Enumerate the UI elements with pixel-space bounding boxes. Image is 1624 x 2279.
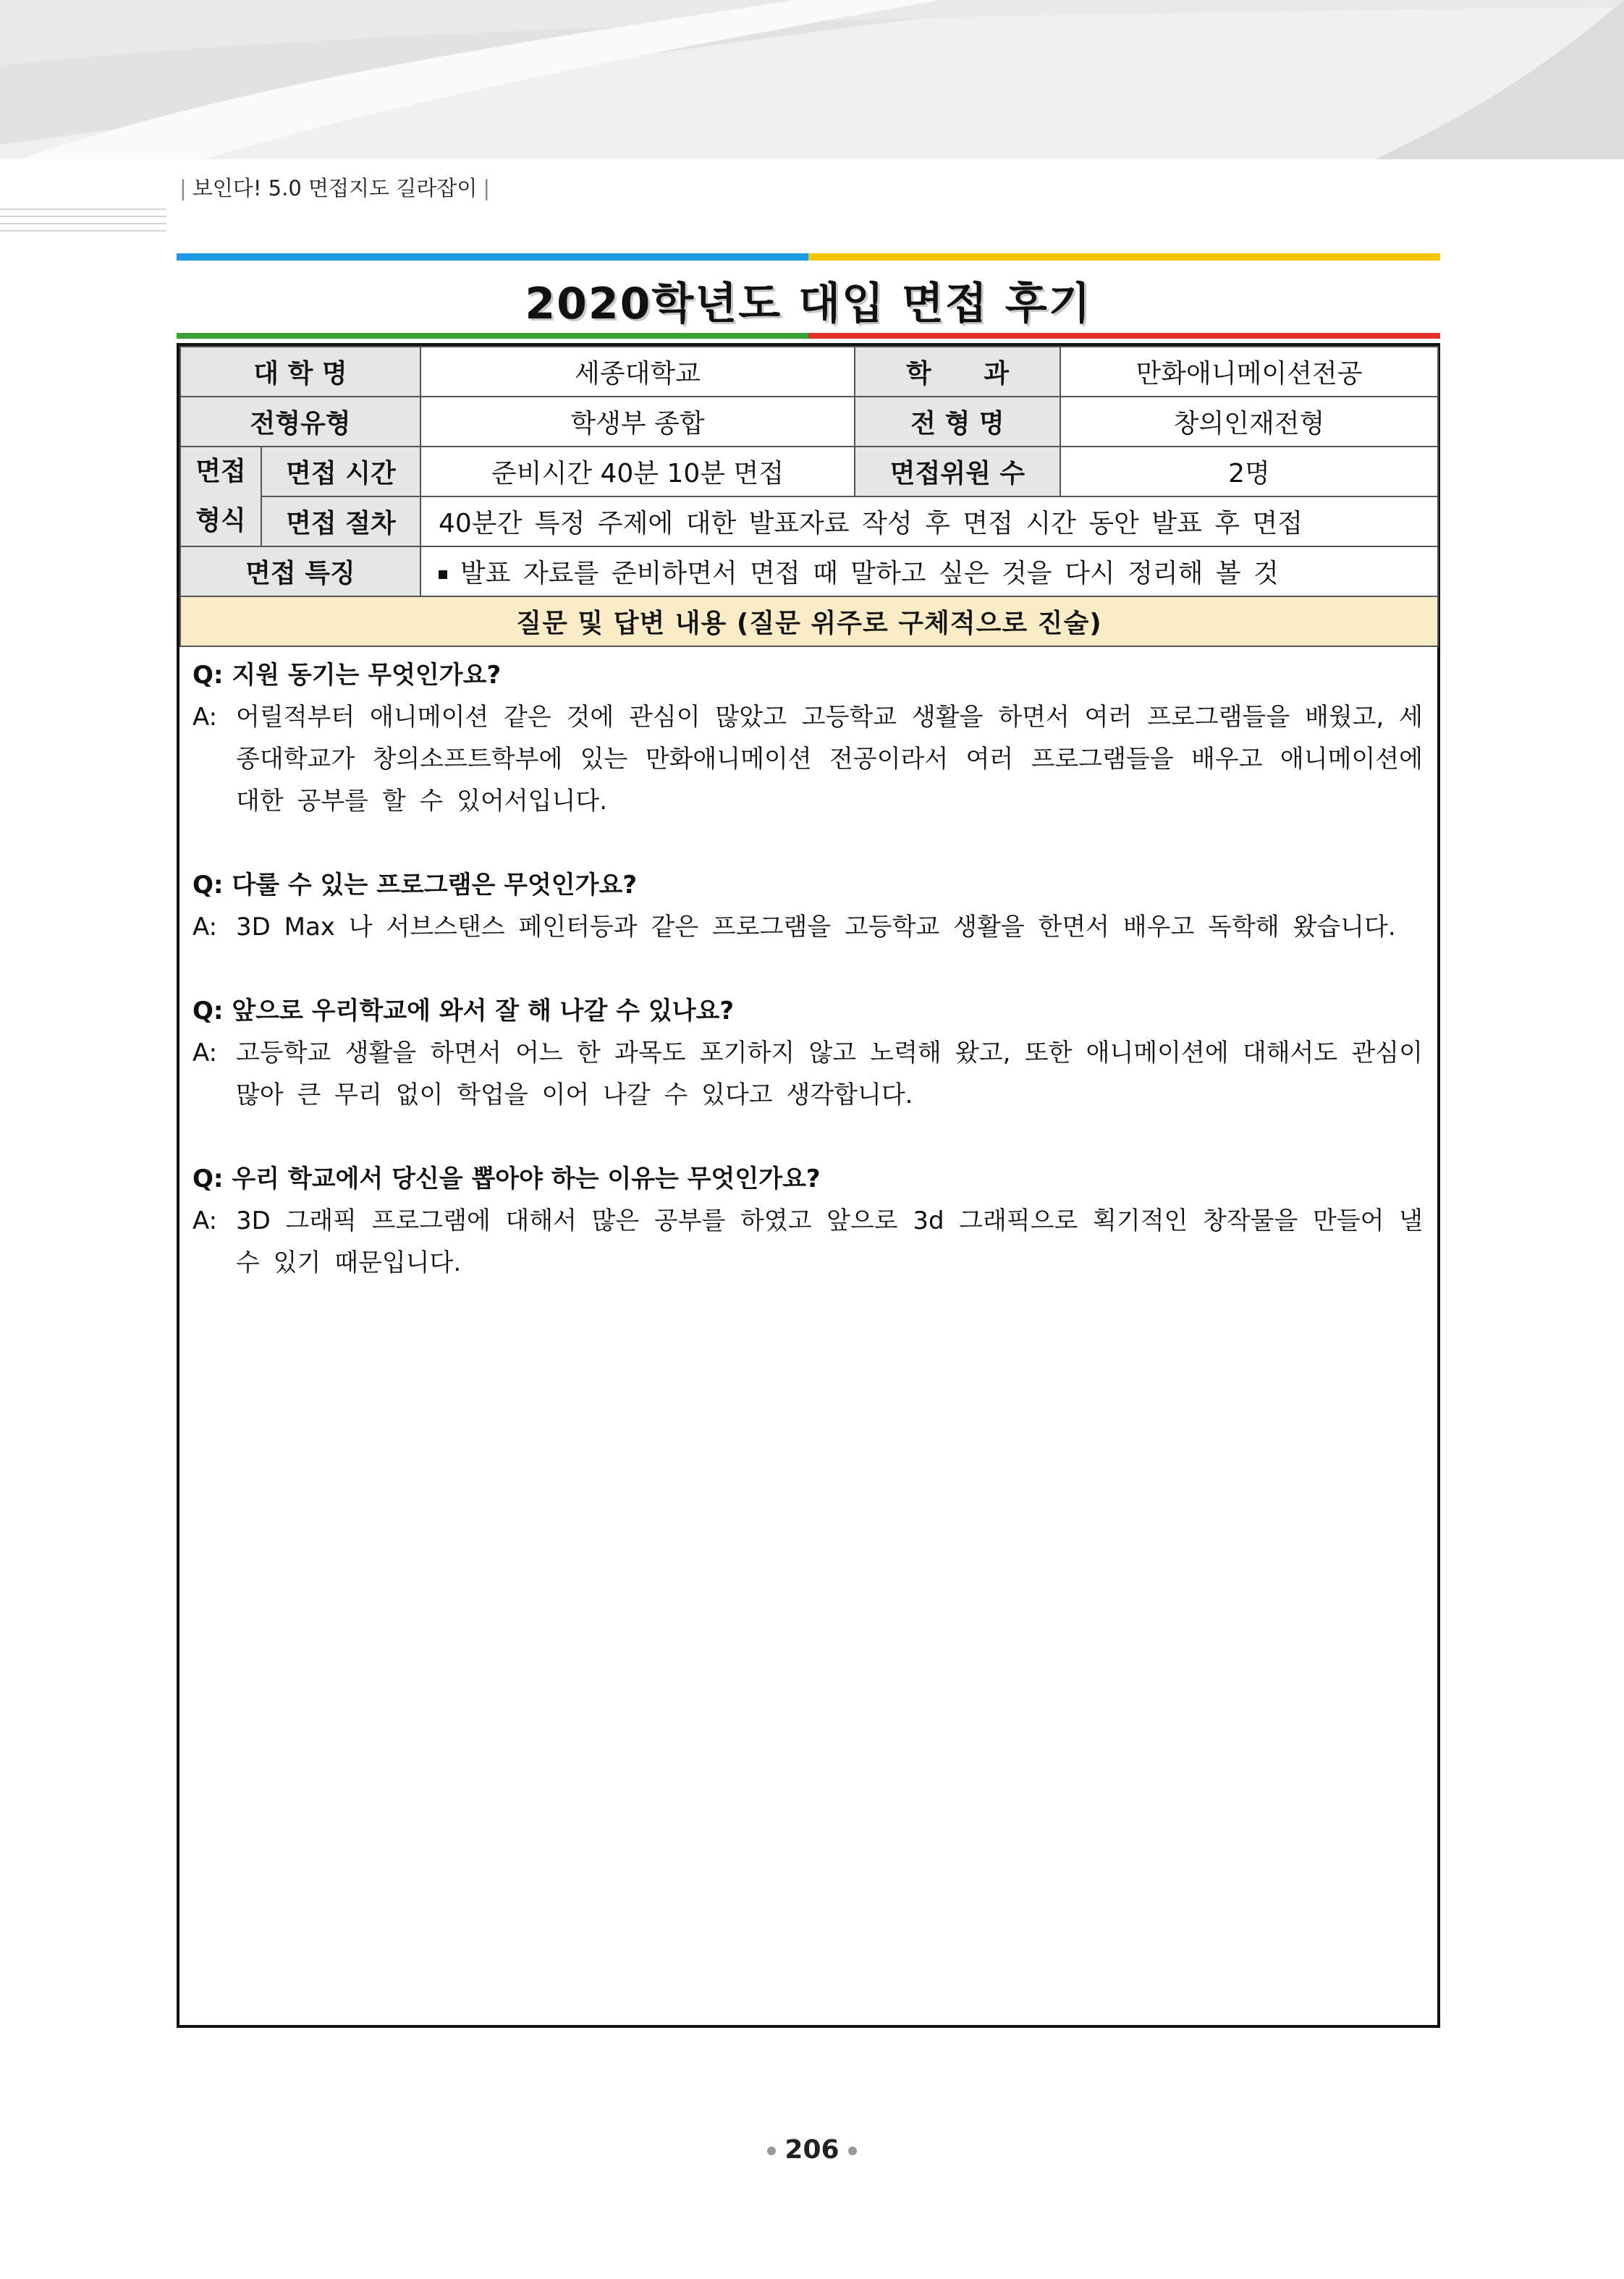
univ-value: 세종대학교 <box>420 347 855 397</box>
answer <box>193 696 1423 822</box>
time-label: 면접 시간 <box>261 447 420 496</box>
page-number <box>0 2135 1624 2165</box>
header-decoration <box>0 0 1624 166</box>
answer-text: 고등학교 생활을 하면서 어느 한 과목도 포기하지 않고 노력해 왔고, 또한 애니메이션에 대해서도 관심이 많아 큰 무리 없이 학업을 이어 나갈 수 있다고 생각합니다. <box>236 1039 1423 1109</box>
feature-cell <box>420 546 1438 596</box>
dept-label: 학 과 <box>855 347 1060 397</box>
name-value: 창의인재전형 <box>1060 397 1438 447</box>
qa-item <box>193 1158 1423 1284</box>
type-label: 전형유형 <box>180 397 420 447</box>
top-color-stripe <box>177 253 1440 261</box>
qa-item <box>193 990 1423 1116</box>
page-title: 2020학년도 대입 면접 후기 <box>525 279 1092 329</box>
panel-label: 면접위원 수 <box>855 447 1060 496</box>
answer-prefix: A: <box>193 1039 218 1067</box>
feature-label: 면접 특징 <box>180 546 420 596</box>
dot-icon <box>848 2147 857 2155</box>
panel-value: 2명 <box>1060 447 1438 496</box>
running-header: | 보인다! 5.0 면접지도 길라잡이 | <box>179 176 491 200</box>
type-value: 학생부 종합 <box>420 397 855 447</box>
time-value: 준비시간 40분 10분 면접 <box>420 447 855 496</box>
answer-text: 어릴적부터 애니메이션 같은 것에 관심이 많았고 고등학교 생활을 하면서 여러 프로그램들을 배웠고, 세종대학교가 창의소프트학부에 있는 만화애니메이션 전공이라서 여러 프로그램들을 배우고 애니메이션에 대한 공부를 할 수 있어서입니다. <box>236 703 1423 816</box>
answer-prefix: A: <box>193 1206 218 1235</box>
interview-form <box>177 343 1440 2028</box>
univ-label: 대 학 명 <box>180 347 420 397</box>
name-label: 전 형 명 <box>855 397 1060 447</box>
question: Q: 앞으로 우리학교에 와서 잘 해 나갈 수 있나요? <box>193 997 735 1026</box>
question: Q: 다룰 수 있는 프로그램은 무엇인가요? <box>193 871 638 900</box>
page-number-text: 206 <box>784 2135 840 2165</box>
dept-value: 만화애니메이션전공 <box>1060 347 1438 397</box>
feature-value: 발표 자료를 준비하면서 면접 때 말하고 싶은 것을 다시 정리해 볼 것 <box>460 559 1279 588</box>
question: Q: 지원 동기는 무엇인가요? <box>193 661 502 690</box>
answer-prefix: A: <box>193 703 218 732</box>
format-label <box>180 447 261 546</box>
dot-icon <box>767 2147 776 2155</box>
bullet-square-icon <box>439 570 447 579</box>
info-table <box>179 346 1439 647</box>
format-label-line2: 형식 <box>195 506 246 536</box>
answer-text: 3D Max 나 서브스탠스 페인터등과 같은 프로그램을 고등학교 생활을 한면서 배우고 독학해 왔습니다. <box>236 913 1396 942</box>
qa-section <box>179 647 1437 1284</box>
answer-prefix: A: <box>193 913 218 942</box>
qa-header: 질문 및 답변 내용 (질문 위주로 구체적으로 진술) <box>180 596 1438 646</box>
answer <box>193 1200 1423 1284</box>
question: Q: 우리 학교에서 당신을 뽑아야 하는 이유는 무엇인가요? <box>193 1164 821 1193</box>
answer <box>193 1032 1423 1116</box>
proc-value: 40분간 특정 주제에 대한 발표자료 작성 후 면접 시간 동안 발표 후 면접 <box>420 496 1438 546</box>
answer-text: 3D 그래픽 프로그램에 대해서 많은 공부를 하였고 앞으로 3d 그래픽으로 획기적인 창작물을 만들어 낼 수 있기 때문입니다. <box>236 1206 1423 1277</box>
format-label-line1: 면접 <box>195 457 246 486</box>
title-color-stripe <box>177 333 1440 339</box>
header-lines <box>0 208 166 237</box>
proc-label: 면접 절차 <box>261 496 420 546</box>
qa-item <box>193 864 1423 948</box>
answer <box>193 906 1423 948</box>
qa-item <box>193 654 1423 822</box>
running-header-text: 보인다! 5.0 면접지도 길라잡이 <box>192 176 478 200</box>
